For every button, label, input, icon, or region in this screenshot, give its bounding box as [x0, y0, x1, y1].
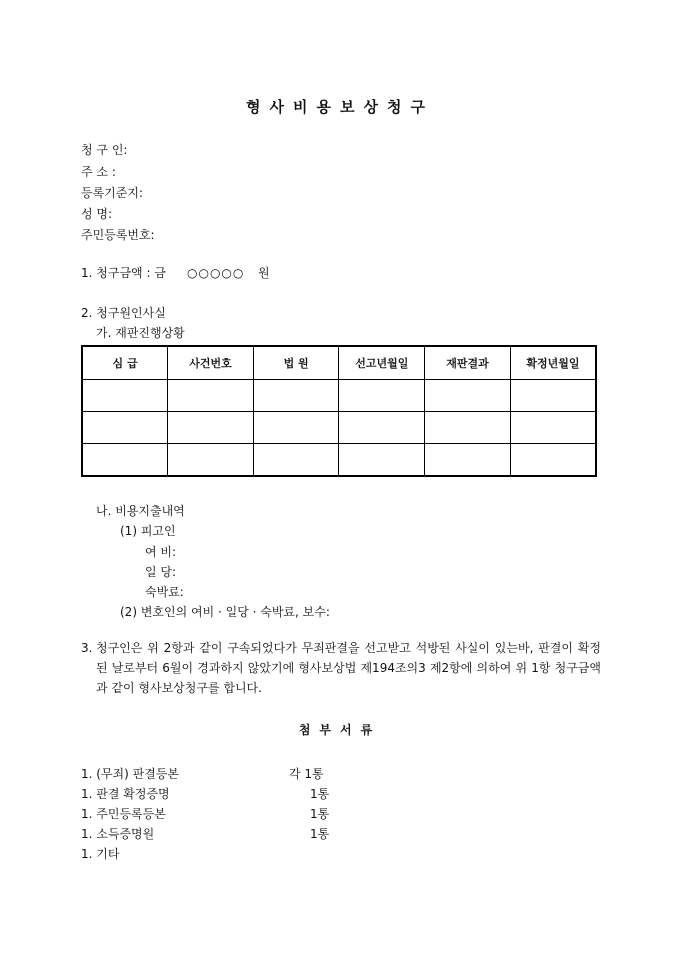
- attachment-qty: 각 1통: [289, 767, 324, 781]
- travel-expense-label: 여 비:: [145, 545, 177, 559]
- table-cell: [510, 444, 596, 477]
- column-header: 심 급: [82, 346, 168, 380]
- table-cell: [339, 380, 425, 412]
- lodging-fee-label: 숙박료:: [145, 585, 184, 599]
- defendant-item: (1) 피고인: [120, 524, 176, 538]
- table-cell: [253, 444, 339, 477]
- table-cell: [82, 412, 168, 444]
- claimant-label: 청 구 인:: [81, 143, 128, 157]
- table-row: [82, 444, 596, 477]
- table-cell: [339, 412, 425, 444]
- column-header: 확정년월일: [510, 346, 596, 380]
- expense-details-heading: 나. 비용지출내역: [96, 504, 185, 518]
- resident-number-label: 주민등록번호:: [81, 228, 155, 242]
- column-header: 법 원: [253, 346, 339, 380]
- counsel-expense-item: (2) 변호인의 여비 · 일당 · 숙박료, 보수:: [120, 605, 330, 619]
- table-cell: [425, 444, 511, 477]
- table-cell: [168, 380, 254, 412]
- claim-amount-value: ○○○○○: [187, 266, 245, 280]
- address-label: 주 소 :: [81, 165, 116, 179]
- attachment-item: 1. (무죄) 판결등본: [81, 767, 179, 781]
- section3-paragraph: 청구인은 위 2항과 같이 구속되었다가 무죄판결을 선고받고 석방된 사실이 있는바, 판결이 확정된 날로부터 6월이 경과하지 않았기에 형사보상법 제194조의3 제2항에 의하여 위 1항 청구금액과 같이 형사보상청구를 합니다.: [96, 641, 601, 695]
- attachment-qty: 1통: [310, 827, 330, 841]
- table-cell: [510, 380, 596, 412]
- attachment-item: 1. 판결 확정증명: [81, 787, 170, 801]
- table-cell: [168, 412, 254, 444]
- table-cell: [82, 444, 168, 477]
- claim-cause-heading: 2. 청구원인사실: [81, 306, 166, 320]
- claim-amount-label: 1. 청구금액 : 금: [81, 266, 166, 280]
- registered-domicile-label: 등록기준지:: [81, 186, 144, 200]
- attachment-item: 1. 소득증명원: [81, 827, 155, 841]
- table-row: [82, 412, 596, 444]
- column-header: 재판결과: [425, 346, 511, 380]
- trial-progress-table: [81, 345, 597, 477]
- attachment-qty: 1통: [310, 807, 330, 821]
- name-label: 성 명:: [81, 207, 113, 221]
- table-header-row: [82, 346, 596, 380]
- attachment-qty: 1통: [310, 787, 330, 801]
- table-cell: [425, 412, 511, 444]
- column-header: 사건번호: [168, 346, 254, 380]
- claim-amount-unit: 원: [258, 266, 270, 280]
- document-title: 형사비용보상청구: [246, 98, 434, 116]
- attachment-item: 1. 주민등록등본: [81, 807, 166, 821]
- column-header: 선고년월일: [339, 346, 425, 380]
- daily-allowance-label: 일 당:: [145, 565, 177, 579]
- section3-number: 3.: [81, 641, 93, 655]
- table-cell: [339, 444, 425, 477]
- table-cell: [425, 380, 511, 412]
- attachment-item: 1. 기타: [81, 847, 120, 861]
- table-cell: [253, 380, 339, 412]
- table-cell: [168, 444, 254, 477]
- table-cell: [82, 380, 168, 412]
- table-cell: [510, 412, 596, 444]
- attachments-heading: 첨부서류: [298, 723, 382, 737]
- table-cell: [253, 412, 339, 444]
- trial-progress-heading: 가. 재판진행상황: [96, 326, 185, 340]
- table-row: [82, 380, 596, 412]
